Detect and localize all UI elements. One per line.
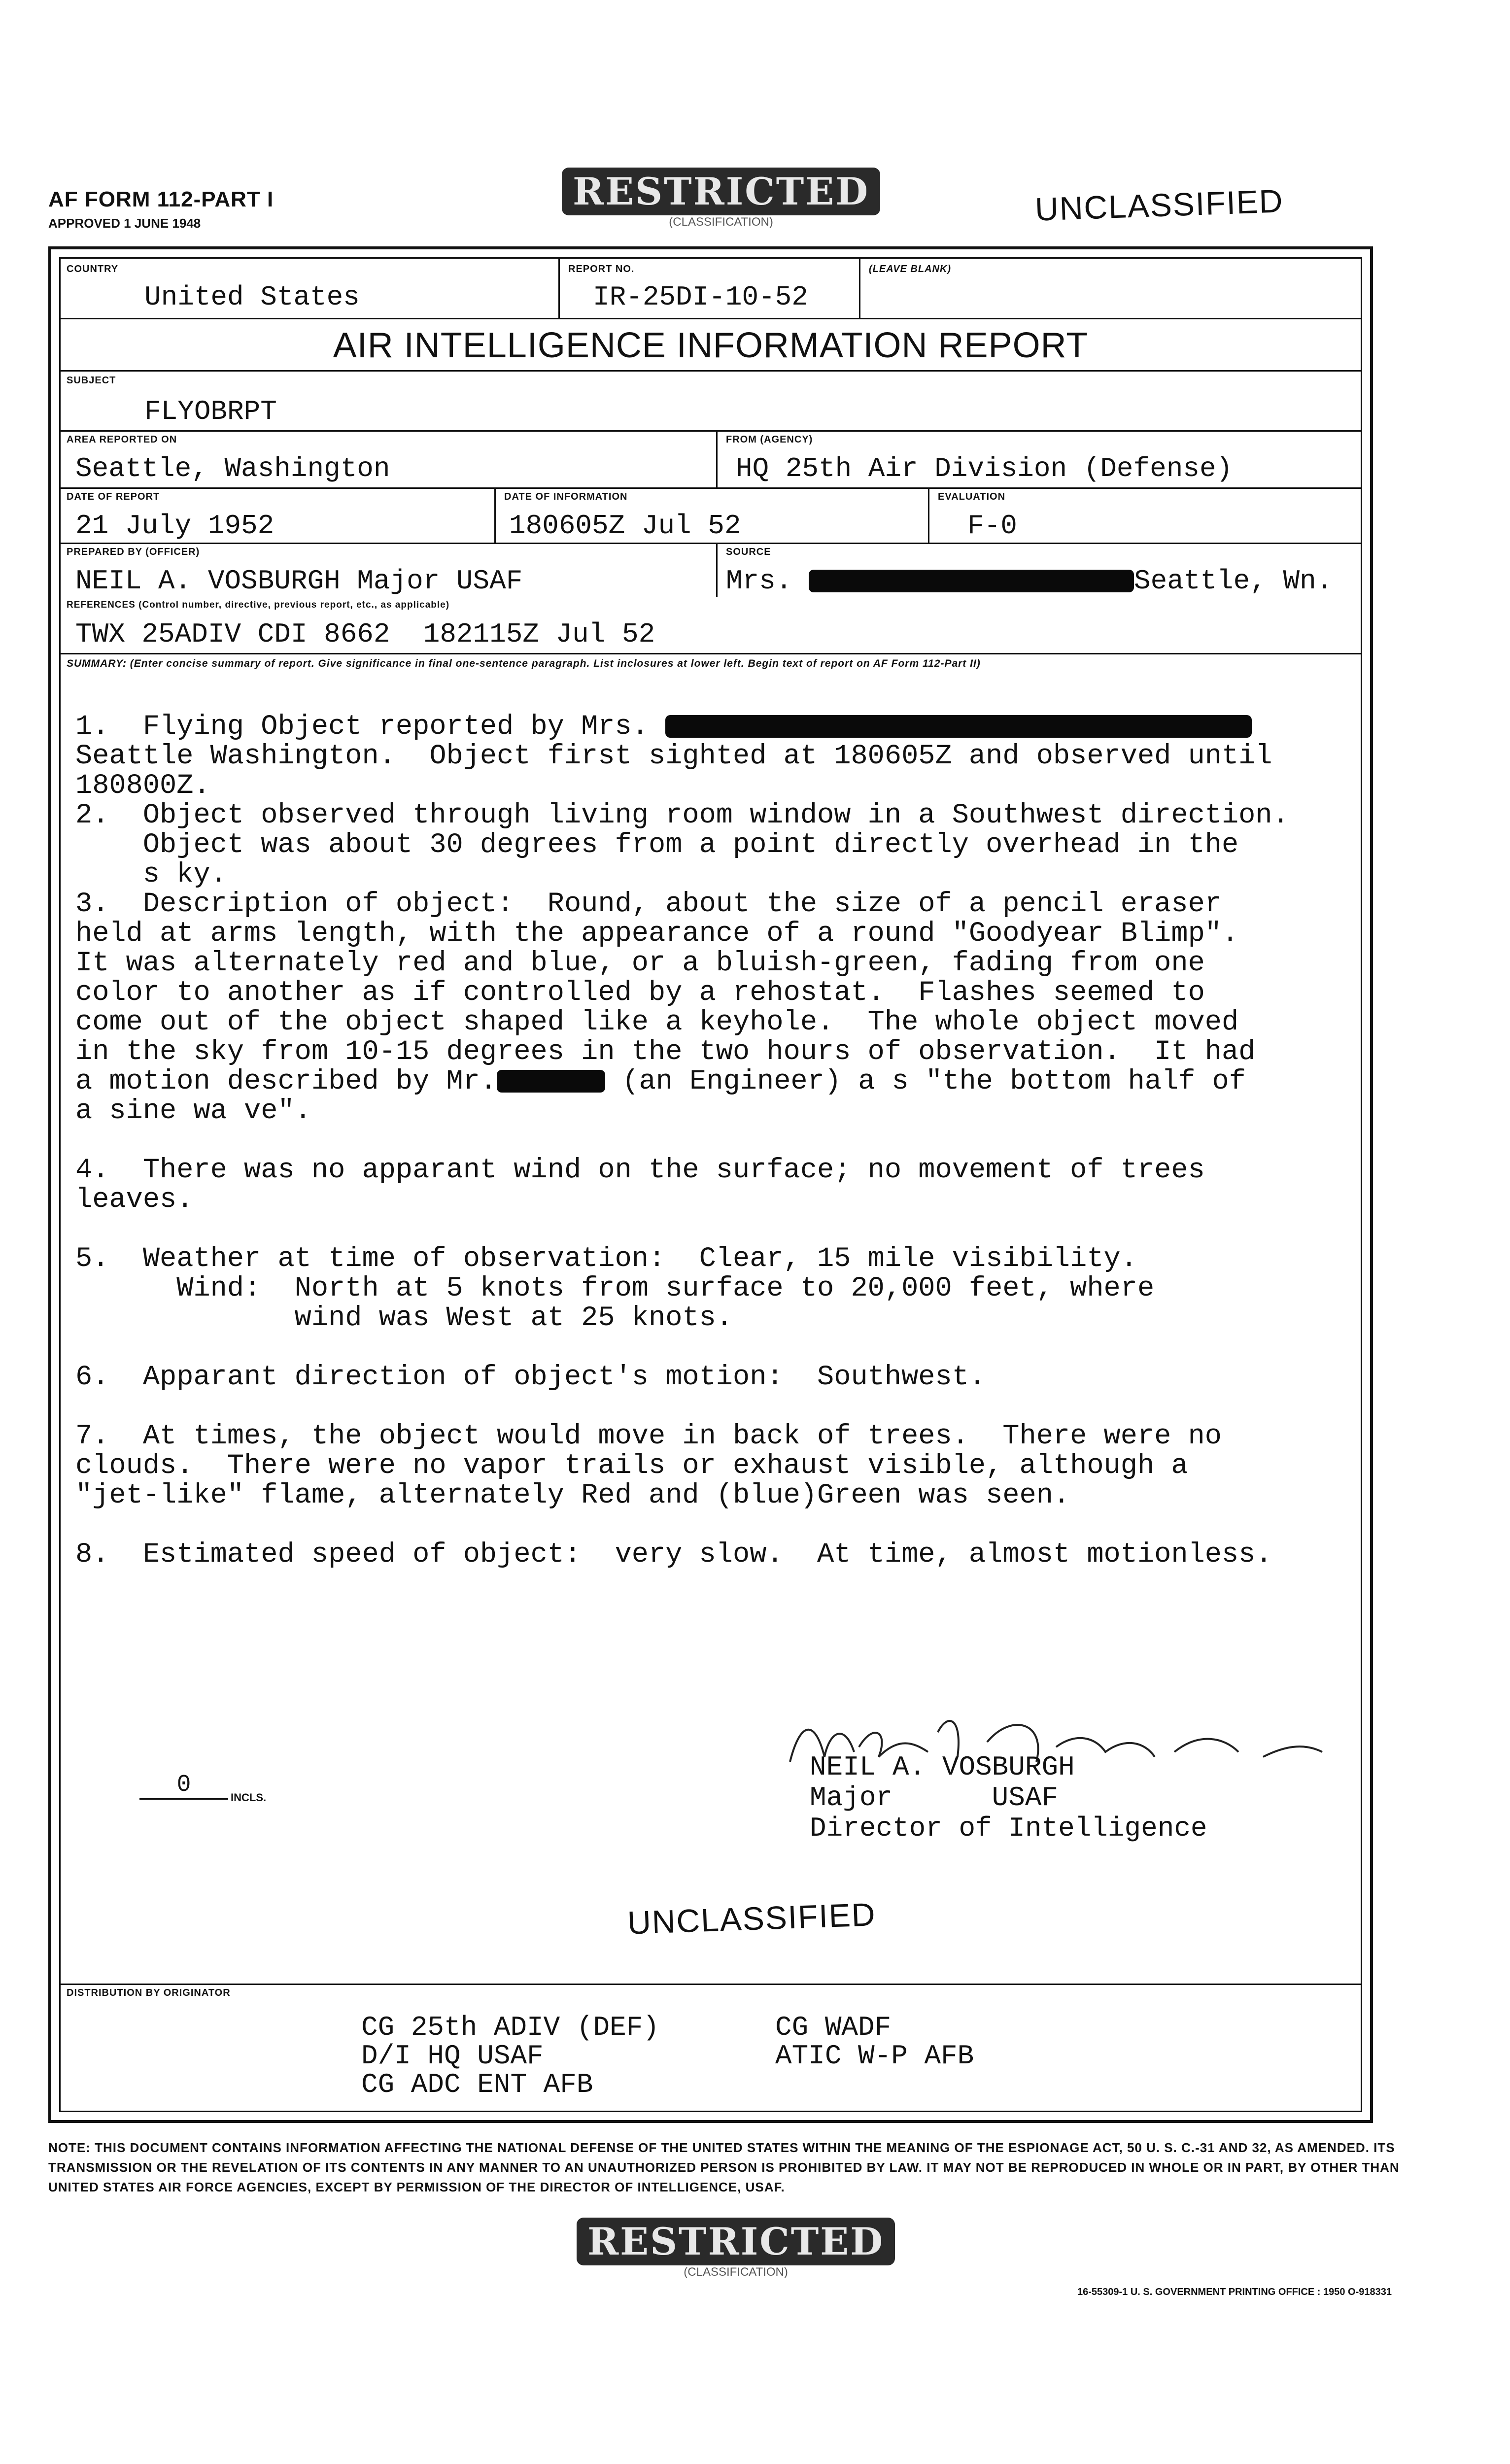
p1-line1: 1. Flying Object reported by Mrs. xyxy=(75,711,649,743)
restricted-stamp-top xyxy=(562,168,880,229)
signature-block xyxy=(810,1752,1207,1844)
date-info-value: 180605Z Jul 52 xyxy=(509,510,741,542)
signer-name: NEIL A. VOSBURGH xyxy=(810,1751,1075,1783)
paragraph-6: 6. Apparant direction of object's motion: Southwest. xyxy=(75,1362,986,1393)
source-suffix: Seattle, Wn. xyxy=(1134,565,1333,597)
inclosures-label: INCLS. xyxy=(231,1791,267,1804)
form-name: AF FORM 112-PART I xyxy=(48,187,274,211)
distribution-left: CG 25th ADIV (DEF) D/I HQ USAF CG ADC ENT AFB xyxy=(361,2012,659,2100)
prepared-value: NEIL A. VOSBURGH Major USAF xyxy=(75,565,523,597)
paragraph-2: 2. Object observed through living room window in a Southwest direction. Object was about 30 degrees from a point directly overhead in the s ky. xyxy=(75,800,1289,890)
date-report-value: 21 July 1952 xyxy=(75,510,275,542)
date-report-label: DATE OF REPORT xyxy=(67,491,160,502)
restricted-stamp-text: RESTRICTED xyxy=(562,168,880,215)
divider xyxy=(716,430,718,487)
source-value xyxy=(726,565,1333,597)
source-prefix: Mrs. xyxy=(726,565,792,597)
classification-sub: (CLASSIFICATION) xyxy=(669,215,773,229)
from-value: HQ 25th Air Division (Defense) xyxy=(736,453,1233,484)
divider xyxy=(716,543,718,597)
source-label: SOURCE xyxy=(726,547,771,557)
distribution-right: CG WADF ATIC W-P AFB xyxy=(775,2012,974,2072)
report-title: AIR INTELLIGENCE INFORMATION REPORT xyxy=(333,326,1089,365)
area-value: Seattle, Washington xyxy=(75,453,390,484)
p1-line2: Seattle Washington. Object first sighted at 180605Z and observed until xyxy=(75,741,1272,772)
espionage-note: NOTE: THIS DOCUMENT CONTAINS INFORMATION AFFECTING THE NATIONAL DEFENSE OF THE UNITED STATES WITHIN THE MEANING OF THE ESPIONAGE ACT, 50 U. S. C.-31 AND 32, AS AMENDED. ITS TRANSMISSION OR THE REVELATION OF ITS CONTENTS IN ANY MANNER TO AN UNAUTHORIZED PERSON IS PROHIBITED BY LAW. IT MAY NOT BE REPRODUCED IN WHOLE OR IN PART, BY OTHER THAN UNITED STATES AIR FORCE AGENCIES, EXCEPT BY PERMISSION OF THE DIRECTOR OF INTELLIGENCE, USAF. xyxy=(48,2140,1400,2194)
report-no-label: REPORT NO. xyxy=(568,264,635,274)
evaluation-value: F-0 xyxy=(967,510,1017,542)
references-label: REFERENCES (Control number, directive, previous report, etc., as applicable) xyxy=(67,600,450,610)
p3-lines: 3. Description of object: Round, about the size of a pencil eraser held at arms length, with the appearance of a round "Goodyear Blimp". It was alternately red and blue, or a bluish-green, fading from one color to another as if controlled by a rehostat. Flashes seemed to come out of the object shaped like a keyhole. The whole object moved in the sky from 10-15 degrees in the two hours of observation. It had xyxy=(75,889,1256,1068)
divider xyxy=(61,430,1361,432)
area-label: AREA REPORTED ON xyxy=(67,434,177,445)
prepared-label: PREPARED BY (OFFICER) xyxy=(67,547,200,557)
printing-office-line: 16-55309-1 U. S. GOVERNMENT PRINTING OFFICE : 1950 O-918331 xyxy=(1077,2287,1392,2297)
divider xyxy=(61,487,1361,489)
country-label: COUNTRY xyxy=(67,264,119,274)
p3-motion-pre: a motion described by Mr. xyxy=(75,1066,497,1097)
classification-sub: (CLASSIFICATION) xyxy=(684,2265,788,2279)
redaction-bar xyxy=(665,715,1252,738)
restricted-stamp-bottom xyxy=(577,2218,895,2279)
p3-last: a sine wa ve". xyxy=(75,1095,311,1127)
unclassified-stamp-bottom: UNCLASSIFIED xyxy=(626,1896,877,1941)
from-label: FROM (AGENCY) xyxy=(726,434,813,445)
subject-value: FLYOBRPT xyxy=(144,396,277,427)
references-value: TWX 25ADIV CDI 8662 182115Z Jul 52 xyxy=(75,618,655,650)
p3-motion-post: (an Engineer) a s "the bottom half of xyxy=(622,1066,1246,1097)
paragraph-4: 4. There was no apparant wind on the surface; no movement of trees leaves. xyxy=(75,1155,1205,1216)
date-info-label: DATE OF INFORMATION xyxy=(504,491,628,502)
divider xyxy=(494,487,496,543)
divider xyxy=(928,487,929,543)
unclassified-stamp-top: UNCLASSIFIED xyxy=(1034,182,1284,228)
paragraph-8: 8. Estimated speed of object: very slow. At time, almost motionless. xyxy=(75,1539,1272,1571)
divider xyxy=(61,543,1361,544)
divider xyxy=(61,370,1361,372)
subject-label: SUBJECT xyxy=(67,375,116,386)
signer-title: Director of Intelligence xyxy=(810,1813,1207,1844)
country-value: United States xyxy=(144,281,360,313)
form-inner-border xyxy=(59,257,1362,2112)
divider xyxy=(61,1984,1361,1985)
signer-rank: Major USAF xyxy=(810,1782,1059,1814)
redaction-bar xyxy=(497,1070,605,1093)
redaction-bar xyxy=(809,570,1134,592)
divider xyxy=(61,318,1361,319)
divider xyxy=(558,259,560,318)
divider xyxy=(859,259,860,318)
report-form xyxy=(48,246,1373,2123)
summary-label: SUMMARY: (Enter concise summary of report. Give significance in final one-sentence paragraph. List inclosures at lower left. Begin text of report on AF Form 112-Part II) xyxy=(67,658,981,669)
inclosures-count: 0 xyxy=(139,1772,228,1800)
restricted-stamp-text: RESTRICTED xyxy=(577,2218,895,2265)
paragraph-3 xyxy=(75,890,1337,1126)
distribution-label: DISTRIBUTION BY ORIGINATOR xyxy=(67,1987,231,1998)
evaluation-label: EVALUATION xyxy=(938,491,1006,502)
approved-date: APPROVED 1 JUNE 1948 xyxy=(48,216,201,231)
paragraph-1 xyxy=(75,712,1337,801)
paragraph-7: 7. At times, the object would move in back of trees. There were no clouds. There were no vapor trails or exhaust visible, although a "jet-like" flame, alternately Red and (blue)Green was seen. xyxy=(75,1421,1222,1511)
report-no-value: IR-25DI-10-52 xyxy=(593,281,808,313)
p1-line3: 180800Z. xyxy=(75,770,210,802)
divider xyxy=(61,653,1361,654)
paragraph-5: 5. Weather at time of observation: Clear, 15 mile visibility. Wind: North at 5 knots from surface to 20,000 feet, where wind was West at 25 knots. xyxy=(75,1243,1155,1334)
leave-blank-label: (LEAVE BLANK) xyxy=(869,264,952,274)
